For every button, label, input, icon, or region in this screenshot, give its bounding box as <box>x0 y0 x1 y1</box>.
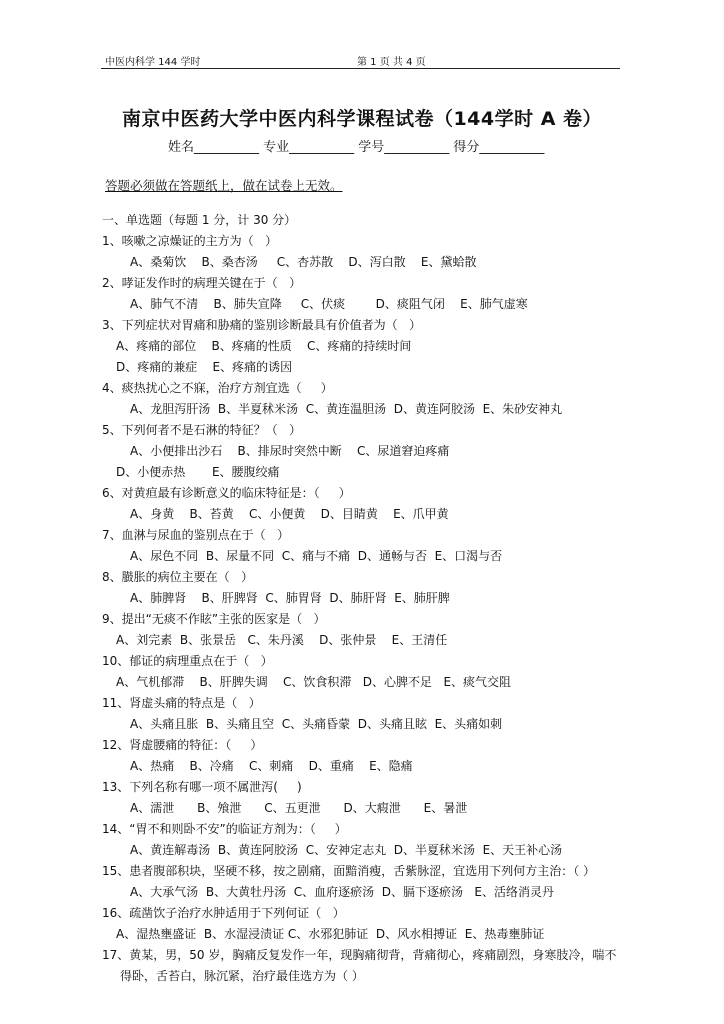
question-stem: 16、疏凿饮子治疗水肿适用于下列何证（ ） <box>102 906 345 920</box>
question-stem: 12、肾虚腰痛的特征：（ ） <box>102 738 263 752</box>
question-stem: 6、对黄疸最有诊断意义的临床特征是：（ ） <box>102 486 351 500</box>
question-stem: 7、血淋与尿血的鉴别点在于（ ） <box>102 528 290 542</box>
question-stem: 9、提出“无痰不作眩”主张的医家是（ ） <box>102 612 326 626</box>
question-stem: 15、患者腹部积块，坚硬不移，按之剧痛，面黯消瘦，舌紫脉涩，宜选用下列何方主治：（ ） <box>102 864 596 878</box>
question-options: A、肺脾肾 B、肝脾肾 C、肺胃肾 D、肺肝肾 E、肺肝脾 <box>130 591 450 605</box>
question-options: A、刘完素 B、张景岳 C、朱丹溪 D、张仲景 E、王清任 <box>116 633 448 647</box>
question-options: A、头痛且胀 B、头痛且空 C、头痛昏蒙 D、头痛且眩 E、头痛如刺 <box>130 717 503 731</box>
question-options: A、湿热壅盛证 B、水湿浸渍证 C、水邪犯肺证 D、风水相搏证 E、热毒壅肺证 <box>116 927 545 941</box>
header-page-number: 第 1 页 共 4 页 <box>357 57 426 68</box>
student-info-fields: 姓名__________ 专业__________ 学号__________ 得分__________ <box>168 140 545 155</box>
question-options: A、疼痛的部位 B、疼痛的性质 C、疼痛的持续时间 <box>116 339 412 353</box>
question-stem: 1、咳嗽之凉燥证的主方为（ ） <box>102 234 278 248</box>
question-stem: 14、“胃不和则卧不安”的临证方剂为：（ ） <box>102 822 347 836</box>
header-divider <box>101 68 620 69</box>
question-options: D、小便赤热 E、腰腹绞痛 <box>116 465 280 479</box>
question-options: A、大承气汤 B、大黄牡丹汤 C、血府逐瘀汤 D、膈下逐瘀汤 E、活络消灵丹 <box>130 885 554 899</box>
question-stem: 11、肾虚头痛的特点是（ ） <box>102 696 261 710</box>
question-options: A、黄连解毒汤 B、黄连阿胶汤 C、安神定志丸 D、半夏秫米汤 E、天王补心汤 <box>130 843 563 857</box>
section-heading: 一、单选题（每题 1 分，计 30 分） <box>102 213 297 227</box>
question-options: A、气机郁滞 B、肝脾失调 C、饮食积滞 D、心脾不足 E、痰气交阻 <box>116 675 512 689</box>
question-stem: 3、下列症状对胃痛和胁痛的鉴别诊断最具有价值者为（ ） <box>102 318 422 332</box>
question-options: A、桑菊饮 B、桑杏汤 C、杏苏散 D、泻白散 E、黛蛤散 <box>130 255 477 269</box>
question-stem: 13、下列名称有哪一项不属泄泻( ) <box>102 780 302 794</box>
question-options: D、疼痛的兼症 E、疼痛的诱因 <box>116 360 293 374</box>
question-options: A、身黄 B、苔黄 C、小便黄 D、目睛黄 E、爪甲黄 <box>130 507 449 521</box>
header-course: 中医内科学 144 学时 <box>105 57 201 68</box>
question-options: A、尿色不同 B、尿量不同 C、痛与不痛 D、通畅与否 E、口渴与否 <box>130 549 503 563</box>
question-stem: 2、哮证发作时的病理关键在于（ ） <box>102 276 302 290</box>
question-stem: 5、下列何者不是石淋的特征？（ ） <box>102 423 302 437</box>
question-stem: 10、郁证的病理重点在于（ ） <box>102 654 273 668</box>
question-list <box>102 210 622 987</box>
question-options: A、肺气不清 B、肺失宣降 C、伏痰 D、痰阻气闭 E、肺气虚寒 <box>130 297 528 311</box>
question-options: A、龙胆泻肝汤 B、半夏秫米汤 C、黄连温胆汤 D、黄连阿胶汤 E、朱砂安神丸 <box>130 402 563 416</box>
question-stem: 8、臌胀的病位主要在（ ） <box>102 570 254 584</box>
question-stem: 17、黄某，男，50 岁，胸痛反复发作一年，现胸痛彻背，背痛彻心，疼痛剧烈，身寒肢冷，喘不得卧，舌苔白，脉沉紧，治疗最佳选方为（ ） <box>102 948 617 983</box>
question-options: A、热痛 B、冷痛 C、刺痛 D、重痛 E、隐痛 <box>130 759 413 773</box>
answer-notice: 答题必须做在答题纸上，做在试卷上无效。 <box>105 178 343 193</box>
question-options: A、濡泄 B、飧泄 C、五更泄 D、大瘕泄 E、暑泄 <box>130 801 468 815</box>
question-options: A、小便排出沙石 B、排尿时突然中断 C、尿道窘迫疼痛 <box>130 444 450 458</box>
exam-title: 南京中医药大学中医内科学课程试卷（144学时 A 卷） <box>121 108 603 130</box>
question-stem: 4、痰热扰心之不寐，治疗方剂宜选（ ） <box>102 381 333 395</box>
